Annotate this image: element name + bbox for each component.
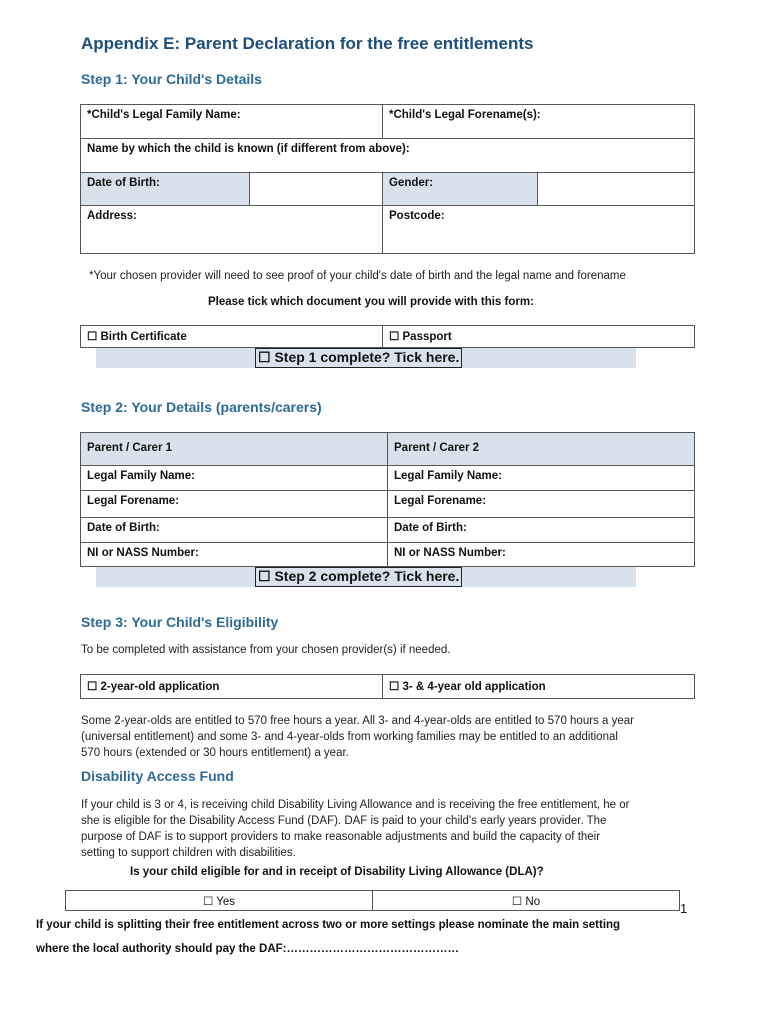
daf-line: If your child is 3 or 4, is receiving child Disability Living Allowance and is receiving the free entitlement, he or [81,799,630,811]
dla-no-checkbox[interactable]: ☐ No [373,891,680,911]
page-title: Appendix E: Parent Declaration for the free entitlements [81,34,534,53]
daf-line: purpose of DAF is to support providers to make reasonable adjustments and build the capacity of their [81,831,601,843]
entitlement-line: (universal entitlement) and some 3- and 4-year-olds from working families may be entitled to an additional [81,731,618,743]
assist-note: To be completed with assistance from your chosen provider(s) if needed. [81,644,451,656]
tick-prompt: Please tick which document you will provide with this form: [208,296,534,308]
step1-complete-checkbox[interactable]: ☐ Step 1 complete? Tick here. [255,348,462,368]
proof-note: *Your chosen provider will need to see proof of your child's date of birth and the legal name and forename [89,270,626,282]
step1-complete-bar [96,348,636,368]
step3-heading: Step 3: Your Child's Eligibility [81,614,279,630]
step1-heading: Step 1: Your Child's Details [81,71,262,87]
document-choice-table [80,325,695,348]
birth-certificate-checkbox[interactable]: ☐ Birth Certificate [81,326,383,348]
daf-heading: Disability Access Fund [81,768,234,784]
carer2-ni-field[interactable]: NI or NASS Number: [388,543,695,567]
carer2-family-name-field[interactable]: Legal Family Name: [388,466,695,491]
two-year-old-checkbox[interactable]: ☐ 2-year-old application [81,675,383,699]
daf-paragraph [81,797,706,861]
carer2-header: Parent / Carer 2 [388,433,695,466]
child-known-as-field[interactable]: Name by which the child is known (if different from above): [81,139,695,173]
dla-answer-table [65,890,680,911]
child-postcode-field[interactable]: Postcode: [383,206,695,254]
passport-checkbox[interactable]: ☐ Passport [383,326,695,348]
dla-question: Is your child eligible for and in receipt of Disability Living Allowance (DLA)? [130,866,544,878]
child-forenames-field[interactable]: *Child's Legal Forename(s): [383,105,695,139]
child-gender-input[interactable] [538,173,695,206]
application-type-table [80,674,695,699]
entitlement-line: Some 2-year-olds are entitled to 570 free hours a year. All 3- and 4-year-olds are entitled to 570 hours a year [81,715,634,727]
carer1-header: Parent / Carer 1 [81,433,388,466]
daf-line: she is eligible for the Disability Access Fund (DAF). DAF is paid to your child's early years provider. The [81,815,607,827]
carer1-forename-field[interactable]: Legal Forename: [81,491,388,518]
child-family-name-field[interactable]: *Child's Legal Family Name: [81,105,383,139]
daf-line: setting to support children with disabilities. [81,847,296,859]
entitlement-paragraph [81,713,706,761]
carer1-ni-field[interactable]: NI or NASS Number: [81,543,388,567]
carer-details-table [80,432,695,567]
page-number: 1 [680,901,688,916]
step2-heading: Step 2: Your Details (parents/carers) [81,399,322,415]
step2-complete-bar [96,567,636,587]
split-settings-line1: If your child is splitting their free entitlement across two or more settings please nominate the main setting [36,919,621,931]
child-dob-input[interactable] [250,173,383,206]
carer2-dob-field[interactable]: Date of Birth: [388,518,695,543]
step2-complete-checkbox[interactable]: ☐ Step 2 complete? Tick here. [255,567,462,587]
split-settings-line2[interactable]: where the local authority should pay the DAF:……………………………………… [36,943,459,955]
child-gender-label: Gender: [383,173,538,206]
child-dob-label: Date of Birth: [81,173,250,206]
child-details-table [80,104,695,254]
three-four-year-old-checkbox[interactable]: ☐ 3- & 4-year old application [383,675,695,699]
carer1-family-name-field[interactable]: Legal Family Name: [81,466,388,491]
carer2-forename-field[interactable]: Legal Forename: [388,491,695,518]
child-address-field[interactable]: Address: [81,206,383,254]
carer1-dob-field[interactable]: Date of Birth: [81,518,388,543]
dla-yes-checkbox[interactable]: ☐ Yes [66,891,373,911]
entitlement-line: 570 hours (extended or 30 hours entitlement) a year. [81,747,349,759]
